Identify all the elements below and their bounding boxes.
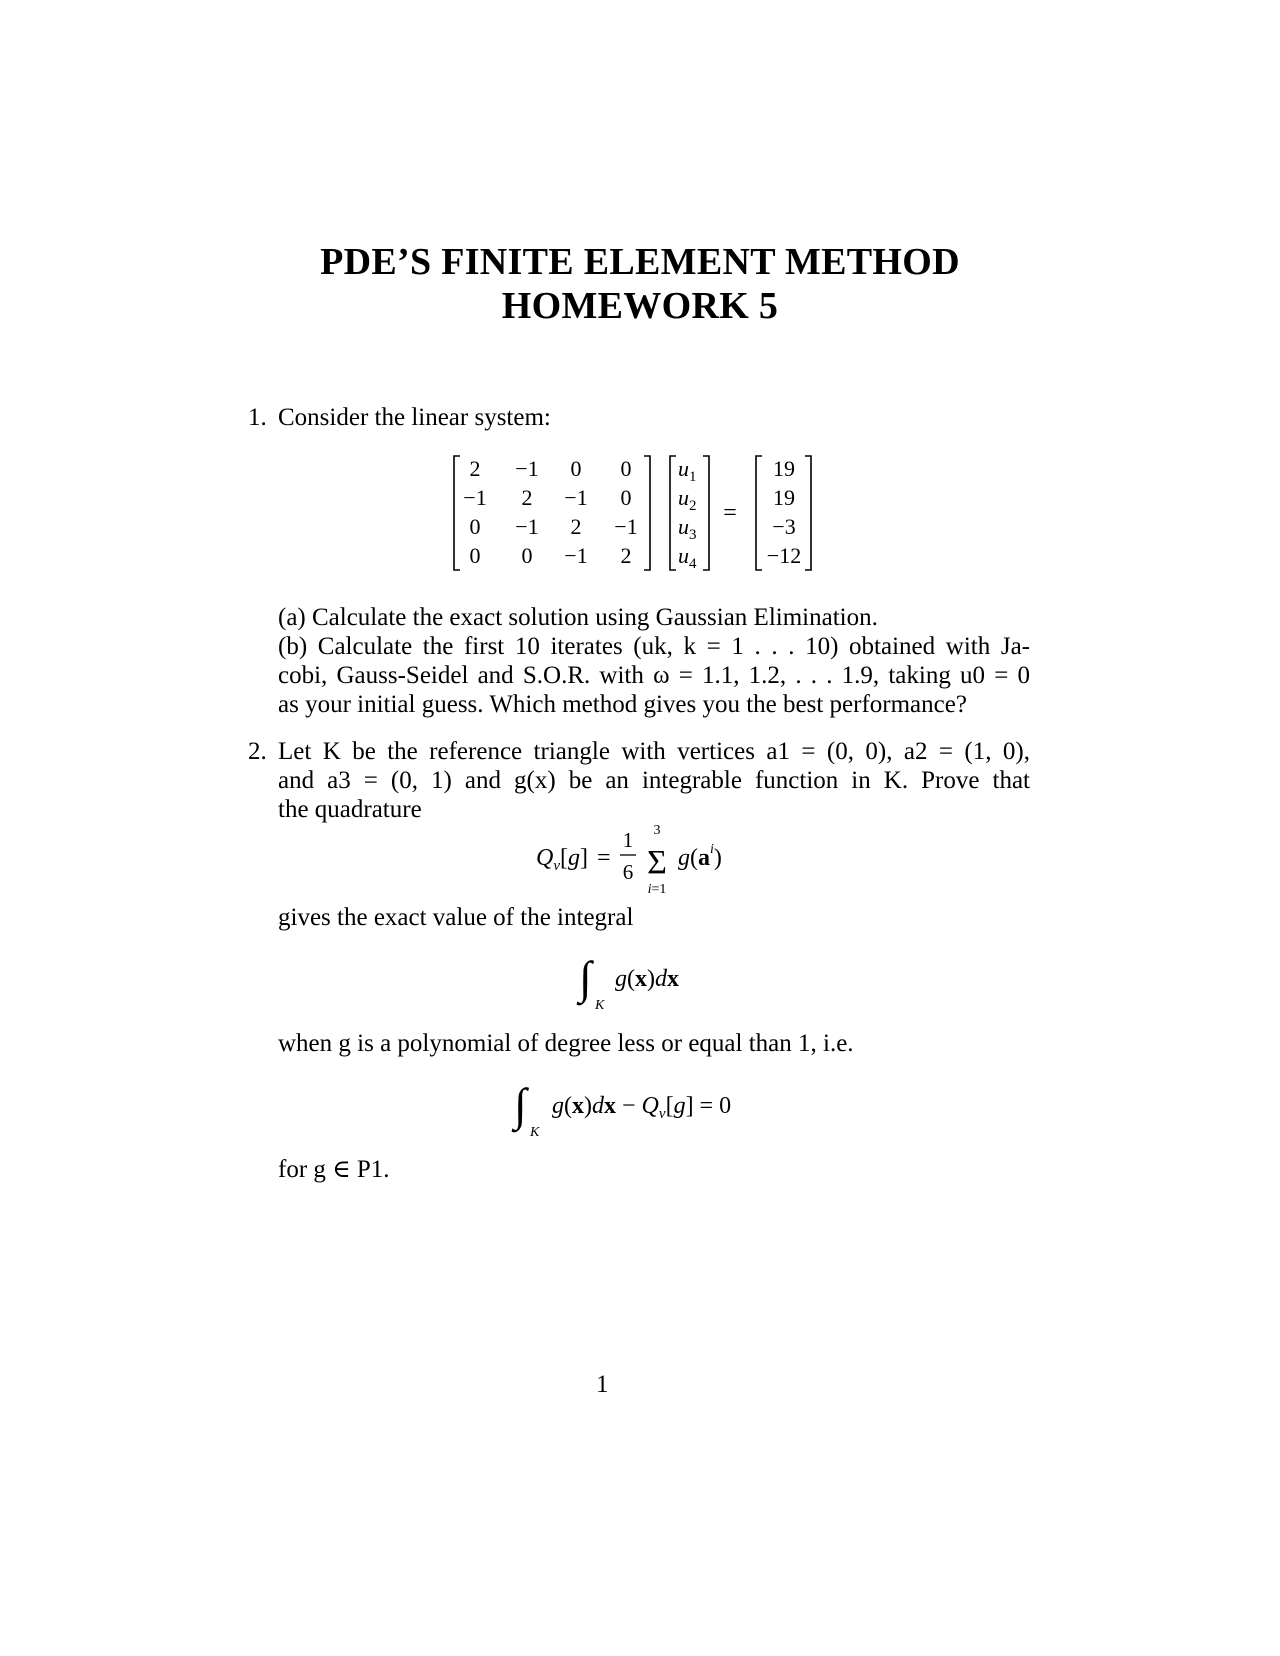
svg-text:Σ: Σ — [647, 844, 667, 881]
vector-b-entry: −3 — [772, 514, 796, 539]
problem-2-when-text: when g is a polynomial of degree less or equal than 1, i.e. — [278, 1030, 854, 1057]
problem-2-line-1: Let K be the reference triangle with vertices a1 = (0, 0), a2 = (1, 0), — [278, 738, 1030, 765]
problem-1-part-b-line-3: as your initial guess. Which method gives you the best performance? — [278, 691, 967, 718]
svg-text:=: = — [597, 845, 611, 871]
svg-text:K: K — [595, 998, 605, 1013]
matrix-a-cell: −1 — [564, 485, 588, 510]
matrix-a-cell: 0 — [521, 543, 533, 568]
problem-1-number: 1. — [248, 404, 267, 431]
vector-u-entry: u — [678, 514, 689, 539]
problem-1-part-b-line-1: (b) Calculate the first 10 iterates (uk, k = 1 . . . 10) obtained with Ja- — [278, 633, 1030, 660]
problem-1-part-a: (a) Calculate the exact solution using Gaussian Elimination. — [278, 604, 878, 631]
matrix-a-cell: −1 — [564, 543, 588, 568]
svg-text:u1 — [678, 456, 697, 485]
exactness-condition — [510, 1070, 770, 1140]
vector-u-subscript: 1 — [689, 469, 697, 485]
svg-text:3: 3 — [653, 823, 661, 838]
matrix-a-cell: 0 — [570, 456, 582, 481]
svg-text:∫: ∫ — [579, 952, 592, 1003]
svg-text:1: 1 — [622, 828, 634, 852]
matrix-a — [463, 456, 637, 568]
vector-b — [767, 456, 801, 568]
matrix-a-cell: −1 — [515, 514, 539, 539]
vector-u — [678, 456, 697, 572]
matrix-a-cell: −1 — [515, 456, 539, 481]
svg-text:Qv[g]: $Q_v[g]$ — [536, 845, 589, 874]
matrix-a-cell: 2 — [620, 543, 632, 568]
problem-2-number: 2. — [248, 738, 267, 765]
integral-expression — [575, 945, 715, 1015]
quadrature-formula — [530, 815, 760, 900]
matrix-a-cell: −1 — [614, 514, 638, 539]
vector-u-subscript: 4 — [689, 556, 697, 572]
svg-text:i=1: i=1 — [647, 882, 667, 897]
problem-2-gives-text: gives the exact value of the integral — [278, 904, 634, 931]
vector-u-subscript: 3 — [689, 527, 697, 543]
title-line-2: HOMEWORK 5 — [501, 285, 779, 327]
problem-2-line-3: the quadrature — [278, 796, 422, 823]
matrix-a-cell: 2 — [570, 514, 582, 539]
svg-text:u3 — [678, 514, 697, 543]
page-number: 1 — [596, 1371, 609, 1398]
svg-text:∫: ∫ — [514, 1079, 527, 1130]
matrix-a-cell: 0 — [469, 514, 481, 539]
vector-u-subscript: 2 — [689, 498, 697, 514]
problem-1-part-b-line-2: cobi, Gauss-Seidel and S.O.R. with ω = 1.1, 1.2, . . . 1.9, taking u0 = 0 — [278, 662, 1030, 689]
matrix-a-cell: 0 — [620, 456, 632, 481]
svg-text:g(ai): $g(a^i)$ — [678, 842, 722, 871]
title-line-1: PDE’S FINITE ELEMENT METHOD — [320, 241, 960, 283]
vector-b-entry: 19 — [773, 456, 795, 481]
svg-text:g(x)dx: g(x)dx — [615, 966, 679, 992]
linear-system — [440, 440, 840, 580]
matrix-a-cell: 2 — [521, 485, 533, 510]
matrix-a-cell: 0 — [620, 485, 632, 510]
vector-b-entry: −12 — [766, 543, 802, 568]
equals-sign: = — [723, 500, 737, 526]
vector-u-entry: u — [678, 543, 689, 568]
svg-text:u2 — [678, 485, 697, 514]
svg-text:6: 6 — [622, 860, 634, 884]
svg-text:g(x)dx − Qv[g] = 0: $g(x)dx - Q_v[g] = 0$ — [552, 1093, 732, 1122]
svg-text:u4 — [678, 543, 697, 572]
matrix-a-cell: 0 — [469, 543, 481, 568]
problem-2-for-text: for g ∈ P1. — [278, 1156, 390, 1183]
svg-text:K: K — [530, 1125, 540, 1140]
vector-u-entry: u — [678, 456, 689, 481]
vector-b-entry: 19 — [773, 485, 795, 510]
matrix-a-cell: 2 — [469, 456, 481, 481]
problem-2-line-2: and a3 = (0, 1) and g(x) be an integrable function in K. Prove that — [278, 767, 1030, 794]
matrix-a-cell: −1 — [463, 485, 487, 510]
problem-1-intro: Consider the linear system: — [278, 404, 551, 431]
vector-u-entry: u — [678, 485, 689, 510]
